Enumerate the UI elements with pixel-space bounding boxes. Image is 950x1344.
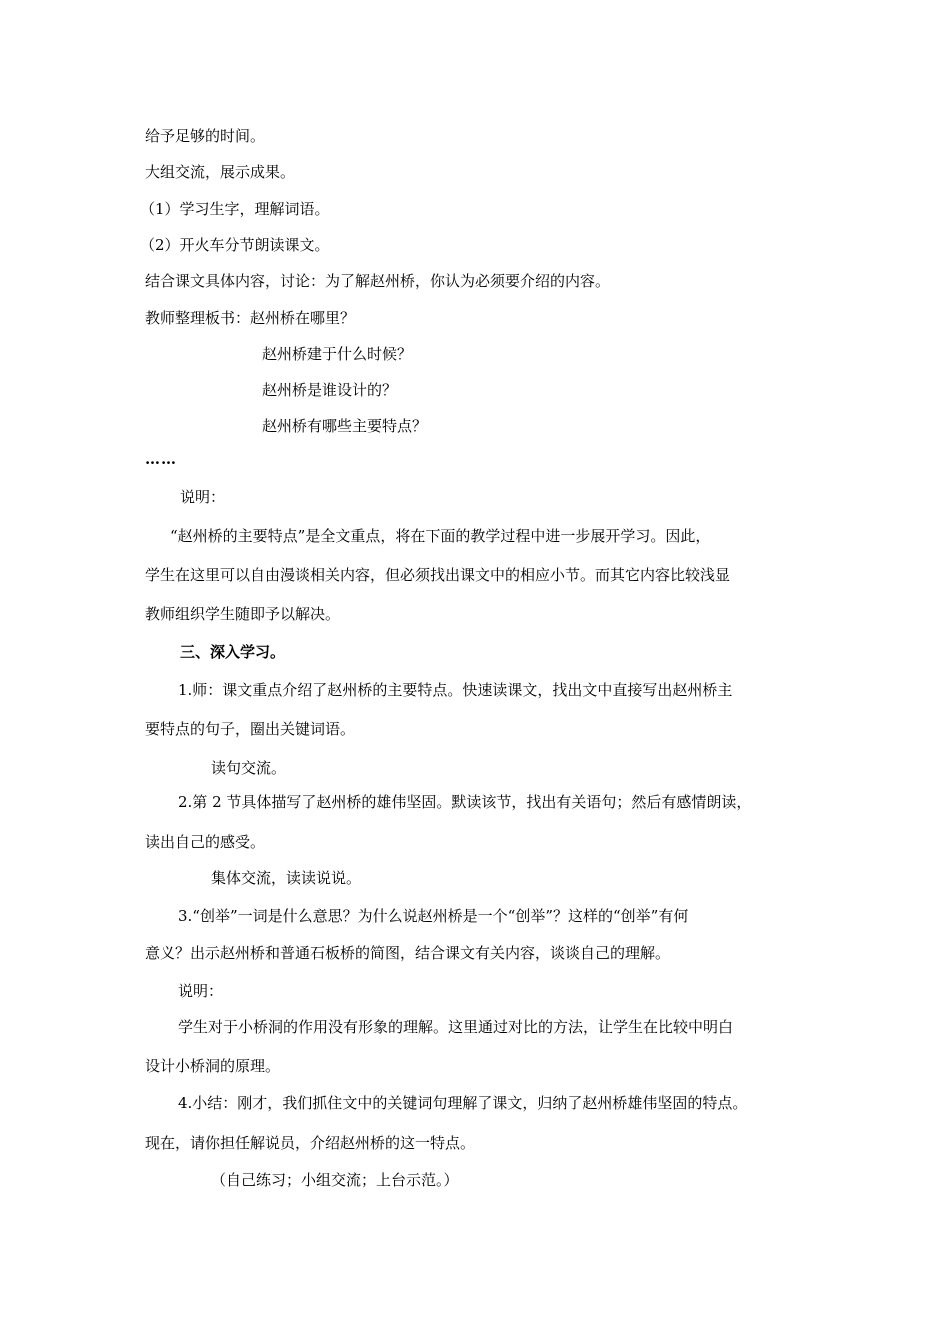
text-line: 学生在这里可以自由漫谈相关内容，但必须找出课文中的相应小节。而其它内容比较浅显 — [145, 566, 731, 584]
text-line: 结合课文具体内容，讨论：为了解赵州桥，你认为必须要介绍的内容。 — [145, 272, 611, 290]
text-line: 2.第 2 节具体描写了赵州桥的雄伟坚固。默读该节，找出有关语句；然后有感情朗读， — [178, 793, 752, 811]
text-line: 给予足够的时间。 — [145, 127, 266, 145]
text-line: 3.“创举”一词是什么意思？为什么说赵州桥是一个“创举”？这样的“创举”有何 — [178, 907, 689, 925]
text-line: “赵州桥的主要特点”是全文重点，将在下面的教学过程中进一步展开学习。因此， — [170, 527, 711, 545]
text-line: 读出自己的感受。 — [145, 833, 266, 851]
text-line: 教师组织学生随即予以解决。 — [145, 605, 341, 623]
text-line: （自己练习；小组交流；上台示范。） — [211, 1171, 459, 1189]
text-line: 1.师：课文重点介绍了赵州桥的主要特点。快速读课文，找出文中直接写出赵州桥主 — [178, 681, 733, 699]
text-line: （2）开火车分节朗读课文。 — [140, 236, 330, 254]
text-line: 教师整理板书：赵州桥在哪里？ — [145, 309, 356, 327]
section-heading: 三、深入学习。 — [180, 643, 286, 661]
text-line: 读句交流。 — [211, 759, 287, 777]
text-line: 意义？出示赵州桥和普通石板桥的简图，结合课文有关内容，谈谈自己的理解。 — [145, 944, 671, 962]
text-line: 赵州桥是谁设计的？ — [262, 381, 398, 399]
text-line: 现在，请你担任解说员，介绍赵州桥的这一特点。 — [145, 1134, 476, 1152]
text-line: 集体交流，读读说说。 — [211, 869, 362, 887]
note-heading: 说明： — [178, 982, 224, 1000]
ellipsis: …… — [145, 450, 177, 468]
text-line: 大组交流，展示成果。 — [145, 163, 296, 181]
text-line: 赵州桥有哪些主要特点？ — [262, 417, 428, 435]
text-line: 4.小结：刚才，我们抓住文中的关键词句理解了课文，归纳了赵州桥雄伟坚固的特点。 — [178, 1094, 748, 1112]
text-line: （1）学习生字，理解词语。 — [140, 200, 330, 218]
note-heading: 说明： — [180, 488, 226, 506]
text-line: 赵州桥建于什么时候？ — [262, 345, 413, 363]
text-line: 学生对于小桥洞的作用没有形象的理解。这里通过对比的方法，让学生在比较中明白 — [178, 1018, 734, 1036]
text-line: 设计小桥洞的原理。 — [145, 1057, 281, 1075]
text-line: 要特点的句子，圈出关键词语。 — [145, 720, 356, 738]
